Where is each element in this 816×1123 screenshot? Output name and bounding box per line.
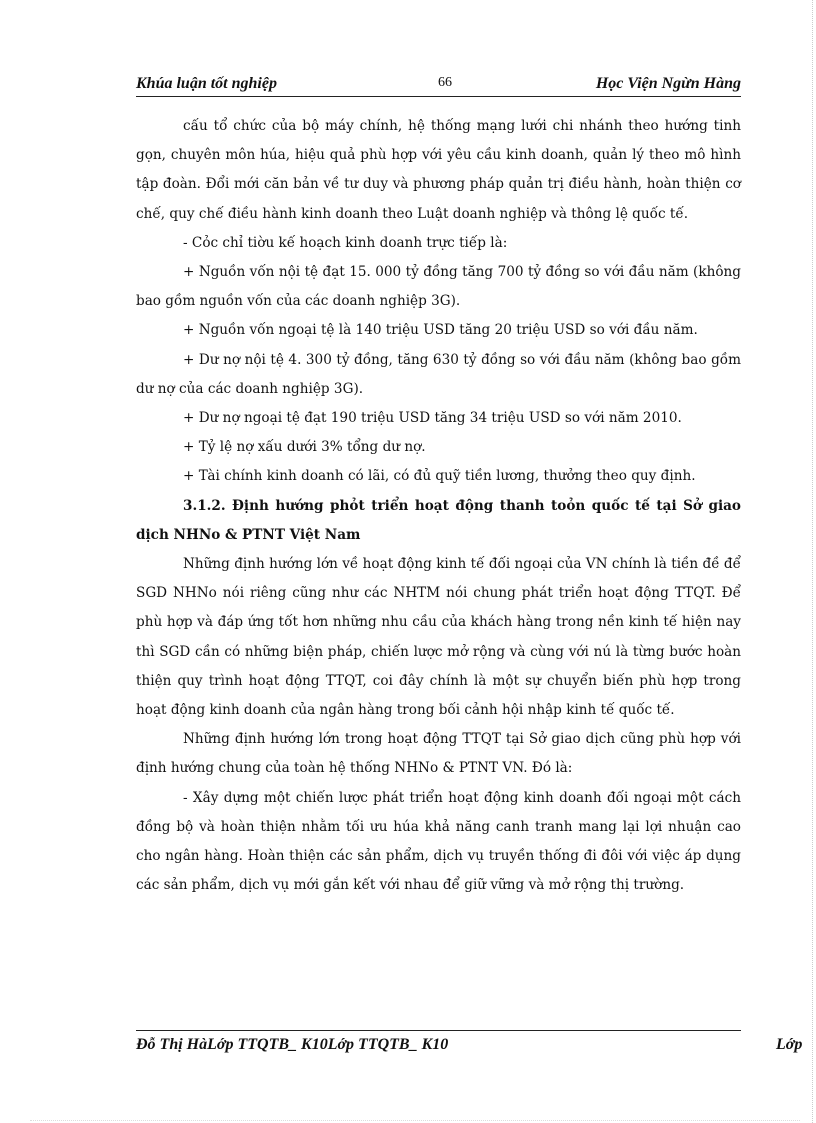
section-heading: 3.1.2. Định hướng phỏt triển hoạt động thanh toỏn quốc tế tại Sở giao dịch NHNo & PTNT Việt Nam — [136, 497, 741, 543]
paragraph: Những định hướng lớn về hoạt động kinh tế đối ngoại của VN chính là tiền đề để SGD NHNo nói riêng cũng như các NHTM nói chung phát triển hoạt động TTQT. Để phù hợp và đáp ứng tốt hơn những nhu cầu của khách hàng trong nền kinh tế hiện nay thì SGD cần có những biện pháp, chiến lược mở rộng và cùng với nú là từng bước hoàn thiện quy trình hoạt động TTQT, coi đây chính là một sự chuyển biến phù hợp trong hoạt động kinh doanh của ngân hàng trong bối cảnh hội nhập kinh tế quốc tế. — [136, 556, 741, 719]
paragraph: + Tài chính kinh doanh có lãi, có đủ quỹ tiền lương, thưởng theo quy định. — [183, 468, 696, 485]
page-bottom-guide — [30, 1120, 800, 1121]
paragraph: + Nguồn vốn nội tệ đạt 15. 000 tỷ đồng tăng 700 tỷ đồng so với đầu năm (không bao gồm nguồn vốn của các doanh nghiệp 3G). — [136, 264, 741, 310]
paragraph: + Dư nợ ngoại tệ đạt 190 triệu USD tăng 34 triệu USD so với năm 2010. — [183, 410, 682, 427]
paragraph: - Xây dựng một chiến lược phát triển hoạt động kinh doanh đối ngoại một cách đồng bộ và hoàn thiện nhằm tối ưu húa khả năng canh tranh mang lại lợi nhuận cao cho ngân hàng. Hoàn thiện các sản phẩm, dịch vụ truyền thống đi đôi với việc áp dụng các sản phẩm, dịch vụ mới gắn kết với nhau để giữ vững và mở rộng thị trường. — [136, 789, 741, 894]
paragraph: + Dư nợ nội tệ 4. 300 tỷ đồng, tăng 630 tỷ đồng so với đầu năm (không bao gồm dư nợ của các doanh nghiệp 3G). — [136, 351, 741, 397]
footer-divider — [136, 1030, 741, 1031]
page-edge-guide — [812, 0, 813, 1123]
paragraph: + Tỷ lệ nợ xấu dưới 3% tổng dư nợ. — [183, 439, 426, 456]
paragraph: Những định hướng lớn trong hoạt động TTQT tại Sở giao dịch cũng phù hợp với định hướng chung của toàn hệ thống NHNo & PTNT VN. Đó là: — [136, 731, 741, 777]
paragraph: - Cỏc chỉ tiờu kế hoạch kinh doanh trực tiếp là: — [183, 234, 508, 251]
header-institution: Học Viện Ngừn Hàng — [595, 75, 741, 92]
body-text — [136, 112, 741, 900]
page-header — [136, 72, 741, 97]
header-thesis-title: Khúa luận tốt nghiệp — [136, 75, 277, 92]
paragraph: + Nguồn vốn ngoại tệ là 140 triệu USD tăng 20 triệu USD so với đầu năm. — [183, 322, 698, 339]
paragraph: cấu tổ chức của bộ máy chính, hệ thống mạng lưới chi nhánh theo hướng tinh gọn, chuyên môn húa, hiệu quả phù hợp với yêu cầu kinh doanh, quản lý theo mô hình tập đoàn. Đổi mới căn bản về tư duy và phương pháp quản trị điều hành, hoàn thiện cơ chế, quy chế điều hành kinh doanh theo Luật doanh nghiệp và thông lệ quốc tế. — [136, 118, 741, 222]
page-number: 66 — [438, 75, 452, 90]
footer-author: Đỗ Thị HàLớp TTQTB_ K10Lớp TTQTB_ K10 — [136, 1036, 449, 1053]
footer-class: Lớp — [776, 1036, 803, 1053]
